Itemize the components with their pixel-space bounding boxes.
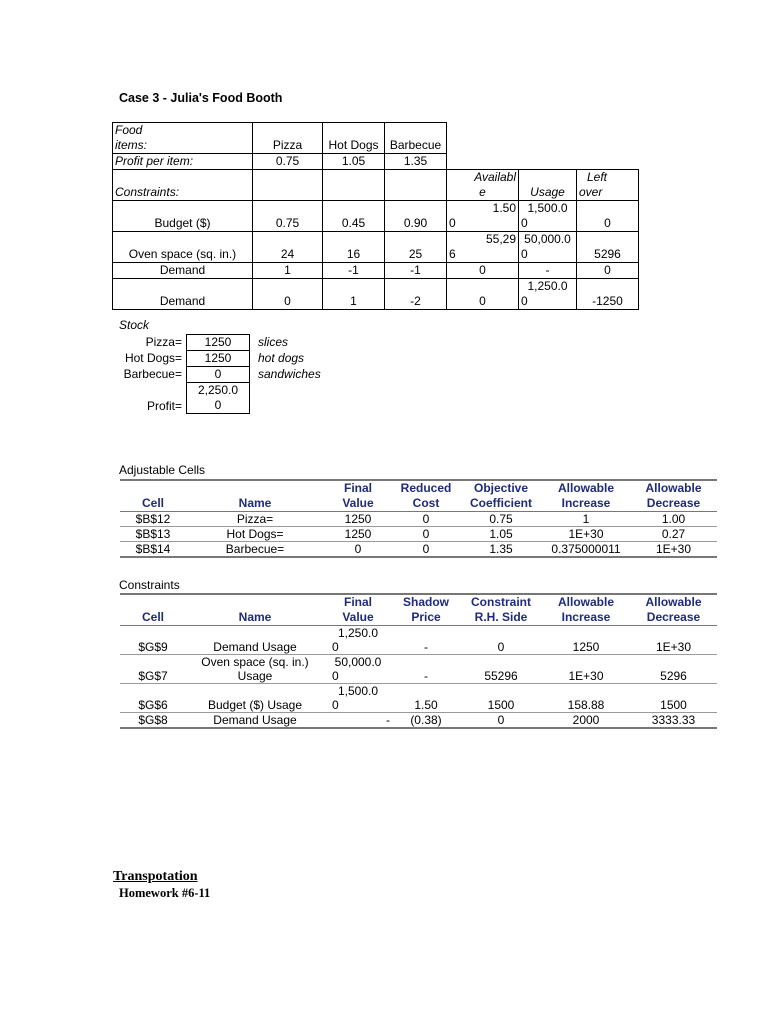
section-heading: Transpotation (113, 869, 198, 884)
col-header: Name (186, 496, 324, 512)
item-name: Barbecue (385, 138, 447, 154)
table-row: $G$7 Oven space (sq. in.) Usage 50,000.0 0 - 55296 1E+30 5296 (120, 655, 717, 684)
profit-label: Profit per item: (113, 154, 253, 170)
constraints-label: Constraints: (113, 170, 253, 201)
constraint-name: Demand (113, 263, 253, 279)
adjustable-cells-table: Final Reduced Objective Allowable Allowable Cell Name Value Cost Coefficient Increase Decrease $B$12 Pizza= 1250 0 0.75 1 1.00 $B$13 Hot Dogs= 1250 0 1.05 1E+30 0.27 $B$14 Barbecue= 0 0 1.35 0.375000011 1E+30 (120, 479, 717, 558)
stock-label: Stock (119, 318, 150, 332)
col-header: Cost (392, 496, 460, 512)
available-header: Availabl e (447, 170, 519, 201)
table-row: $G$6 Budget ($) Usage 1,500.0 0 1.50 1500 158.88 1500 (120, 684, 717, 713)
profit-value: 0.75 (253, 154, 323, 170)
item-name: Pizza (253, 138, 323, 154)
col-header: Coefficient (460, 496, 542, 512)
leftover-value: -1250 (577, 279, 639, 310)
profit-value: 2,250.0 0 (186, 382, 250, 414)
leftover-value: 0 (577, 201, 639, 232)
available-value: 0 (447, 263, 519, 279)
col-header: Increase (542, 496, 630, 512)
table-row: $G$9 Demand Usage 1,250.0 0 - 0 1250 1E+30 (120, 626, 717, 655)
food-items-label: Food (113, 123, 253, 139)
table-row: $B$12 Pizza= 1250 0 0.75 1 1.00 (120, 512, 717, 527)
col-header: R.H. Side (460, 610, 542, 626)
usage-value: - (519, 263, 577, 279)
col-header: Increase (542, 610, 630, 626)
col-header: Decrease (630, 496, 717, 512)
usage-value: 1,250.0 0 (519, 279, 577, 310)
table-row: $B$13 Hot Dogs= 1250 0 1.05 1E+30 0.27 (120, 527, 717, 542)
constraints-title: Constraints (119, 578, 180, 592)
available-value: 0 (447, 279, 519, 310)
available-value: 1.50 0 (447, 201, 519, 232)
section-subheading: Homework #6-11 (119, 886, 211, 900)
stock-value: 1250 (186, 334, 250, 351)
table-row: $B$14 Barbecue= 0 0 1.35 0.375000011 1E+30 (120, 542, 717, 558)
leftover-value: 5296 (577, 232, 639, 263)
col-header: Value (324, 610, 392, 626)
usage-value: 1,500.0 0 (519, 201, 577, 232)
col-header: Cell (120, 496, 186, 512)
lp-model-table: Food items: Pizza Hot Dogs Barbecue Profit per item: 0.75 1.05 1.35 Constraints: Availabl e Usage Left over Budget ($) 0.75 0.45 0.90 1.50 0 1,500.0 0 0 Oven space (sq. in.) 24 16 25 55,29 6 50,000.0 0 5296 Demand 1 -1 -1 0 - 0 Demand 0 1 -2 0 1,250.0 0 -1250 (112, 122, 639, 310)
profit-value: 1.35 (385, 154, 447, 170)
page-title: Case 3 - Julia's Food Booth (119, 91, 283, 105)
usage-header: Usage (519, 170, 577, 201)
stock-row: Hot Dogs= 1250 hot dogs (124, 351, 305, 365)
col-header: Cell (120, 610, 186, 626)
col-header: Price (392, 610, 460, 626)
profit-row: Profit= 2,250.0 0 (100, 382, 360, 414)
leftover-header: Left over (577, 170, 639, 201)
col-header: Name (186, 610, 324, 626)
profit-value: 1.05 (323, 154, 385, 170)
table-row: $G$8 Demand Usage - (0.38) 0 2000 3333.33 (120, 713, 717, 729)
constraint-name: Oven space (sq. in.) (113, 232, 253, 263)
col-header: Value (324, 496, 392, 512)
col-header: Decrease (630, 610, 717, 626)
stock-row: Barbecue= 0 sandwiches (123, 367, 321, 381)
constraint-name: Demand (113, 279, 253, 310)
stock-value: 1250 (186, 350, 250, 367)
usage-value: 50,000.0 0 (519, 232, 577, 263)
stock-value: 0 (186, 366, 250, 383)
item-name: Hot Dogs (323, 138, 385, 154)
stock-row: Pizza= 1250 slices (145, 335, 289, 349)
leftover-value: 0 (577, 263, 639, 279)
constraints-table: Final Shadow Constraint Allowable Allowable Cell Name Value Price R.H. Side Increase Decrease $G$9 Demand Usage 1,250.0 0 - 0 1250 1E+30 $G$7 Oven space (sq. in.) Usage 50,000.0 0 - 55296 1E+30 5296 $G$6 Budget ($) Usage 1,500.0 0 1.50 1500 158.88 1500 $G$8 Demand Usage - (0.38) 0 2000 3333.33 (120, 593, 717, 729)
available-value: 55,29 6 (447, 232, 519, 263)
constraint-name: Budget ($) (113, 201, 253, 232)
adjustable-cells-title: Adjustable Cells (119, 463, 206, 477)
